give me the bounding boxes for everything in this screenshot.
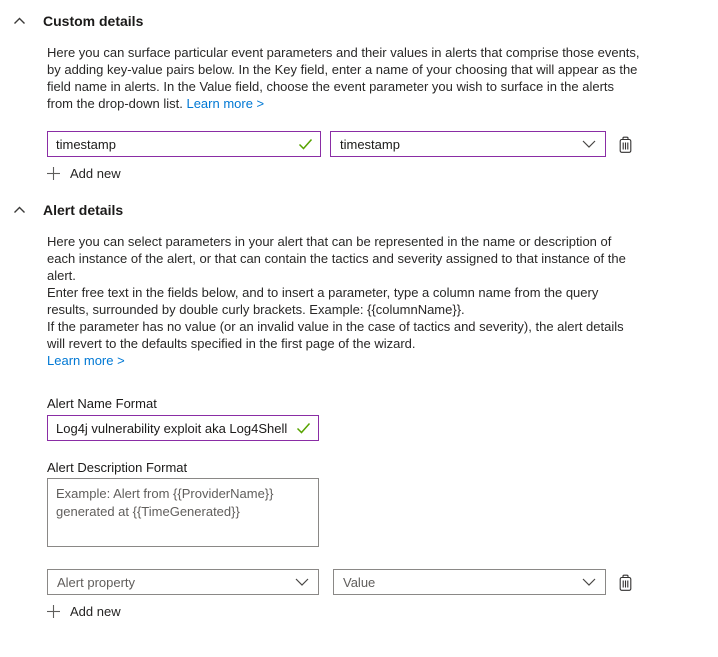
learn-more-link[interactable]: Learn more >: [186, 96, 265, 111]
alert-name-format-label: Alert Name Format: [47, 396, 157, 411]
custom-detail-row: [47, 131, 718, 157]
description-line: field name in alerts. In the Value field, choose the event parameter you wish to surface in the alerts: [47, 79, 615, 94]
delete-row-button[interactable]: [615, 571, 636, 594]
learn-more-link[interactable]: Learn more >: [47, 353, 125, 368]
alert-description-format-label: Alert Description Format: [47, 460, 188, 475]
property-value-placeholder: Value: [343, 574, 376, 590]
description-line: [47, 352, 718, 369]
add-new-label: Add new: [70, 604, 121, 619]
plus-icon: [46, 166, 61, 181]
description-line: If the parameter has no value (or an invalid value in the case of tactics and severity), the alert details: [47, 319, 624, 334]
custom-details-section-toggle[interactable]: [13, 13, 143, 29]
alert-name-format-input[interactable]: [48, 421, 296, 436]
description-line: [47, 95, 718, 112]
alert-details-section-toggle[interactable]: [13, 202, 123, 218]
alert-description-format-textarea[interactable]: [47, 478, 319, 547]
plus-icon: [46, 604, 61, 619]
valid-check-icon: [298, 138, 313, 150]
add-new-alert-property-button[interactable]: [46, 604, 121, 619]
key-field[interactable]: [47, 131, 321, 157]
property-value-dropdown[interactable]: [333, 569, 606, 595]
description-line-text: from the drop-down list.: [47, 96, 183, 111]
description-line: Enter free text in the fields below, and to insert a parameter, type a column name from the query: [47, 285, 599, 300]
description-line: by adding key-value pairs below. In the Key field, enter a name of your choosing that will appear as the: [47, 62, 638, 77]
valid-check-icon: [296, 422, 311, 434]
add-new-label: Add new: [70, 166, 121, 181]
description-line: each instance of the alert, or that can contain the tactics and severity assigned to that instance of the: [47, 251, 626, 266]
chevron-down-icon: [582, 140, 596, 148]
alert-details-title: Alert details: [43, 202, 124, 218]
custom-details-title: Custom details: [43, 13, 144, 29]
custom-details-description: [47, 44, 718, 112]
value-dropdown[interactable]: [330, 131, 606, 157]
alert-name-format-field[interactable]: [47, 415, 319, 441]
description-line: Here you can surface particular event parameters and their values in alerts that comprise those events,: [47, 45, 640, 60]
chevron-down-icon: [582, 578, 596, 586]
chevron-down-icon: [295, 578, 309, 586]
delete-row-button[interactable]: [615, 133, 636, 156]
description-line: results, surrounded by double curly brackets. Example: {{columnName}}.: [47, 302, 465, 317]
value-dropdown-selected: timestamp: [340, 136, 400, 152]
add-new-custom-detail-button[interactable]: [46, 166, 121, 181]
trash-icon: [617, 135, 634, 154]
alert-property-row: [47, 569, 718, 595]
chevron-up-icon: [13, 204, 26, 216]
alert-property-dropdown[interactable]: [47, 569, 319, 595]
description-line: Here you can select parameters in your alert that can be represented in the name or description of: [47, 234, 612, 249]
alert-property-placeholder: Alert property: [57, 574, 136, 590]
description-line: will revert to the defaults specified in the first page of the wizard.: [47, 336, 416, 351]
description-line: alert.: [47, 268, 76, 283]
chevron-up-icon: [13, 15, 26, 27]
trash-icon: [617, 573, 634, 592]
key-input[interactable]: [48, 137, 298, 152]
alert-details-description: [47, 233, 718, 369]
